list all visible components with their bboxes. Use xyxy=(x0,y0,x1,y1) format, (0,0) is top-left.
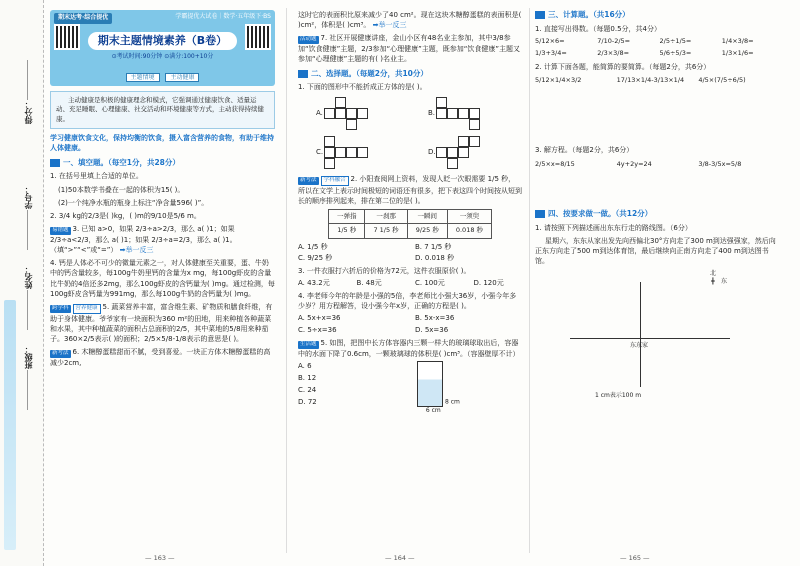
question-tag: 生活题 xyxy=(300,340,317,347)
practice-link[interactable]: ➡举一反三 xyxy=(372,21,407,30)
question-text: 这时它的表面积比原来减少了40 cm²。现在这块木糖醇蛋糕的表面积是( )cm²，体积是( )cm³。 xyxy=(298,11,522,30)
page-164 xyxy=(298,10,522,550)
option-label: C. xyxy=(316,147,324,156)
option-label: D. xyxy=(428,147,436,156)
question-1: 1. 在括号里填上合适的单位。 xyxy=(50,172,143,181)
score-line xyxy=(27,60,28,100)
question-3 xyxy=(50,224,275,255)
option[interactable]: C. 9/25 秒 xyxy=(298,253,333,262)
question-tag: 新考法 xyxy=(300,176,317,183)
question-choice-3: 3. 一件衣服打六折后的价格为72元，这件衣服原价( )。 xyxy=(298,266,471,275)
section-fill-blank xyxy=(50,158,275,169)
table-cell: 1/5 秒 xyxy=(328,224,365,238)
equation-item: 4y+2y=24 xyxy=(616,159,652,168)
calc-item: 2/5÷1/5= xyxy=(659,37,692,46)
calc-question-2: 2. 计算下面各题，能简算的要简算。（每题2分，共6分） xyxy=(535,62,711,71)
calc-question-1: 1. 直接写出得数。（每题0.5分，共4分） xyxy=(535,24,661,33)
option[interactable]: C. 24 xyxy=(298,386,317,395)
exam-subject: 学霸提优大试卷｜数学·五年级下·BS xyxy=(175,13,271,20)
practice-question-1: 1. 请按照下列描述画出东东行走的路线图。（6分） xyxy=(535,223,692,232)
question-tag: 活动题 xyxy=(300,36,317,43)
table-header: 一弹指 xyxy=(328,209,365,223)
net-figure-a xyxy=(316,96,384,132)
practice-description: 星期六，东东从家出发先向西偏北30°方向走了300 m到达强强家，然后向正东方向走了500 m到达体育馆，最后继续向正南方向走了400 m到达图书馆。 xyxy=(535,237,776,266)
question-tag: 新考法 xyxy=(52,350,69,357)
section-marker-icon xyxy=(535,210,545,218)
question-text: 7. 社区开展健康讲座，金山小区有48名业主参加，其中3/8参加“饮食健康”主题，2/3参加“心理健康”主题，既参加“饮食健康”主题又参加“心理健康”主题的有( )名业主。 xyxy=(298,34,521,64)
net-figure-c xyxy=(316,135,384,171)
option[interactable]: D. 5x=36 xyxy=(415,325,449,334)
section-marker-icon xyxy=(298,70,308,78)
student-id-line xyxy=(27,210,28,250)
option[interactable]: B. 48元 xyxy=(356,279,382,288)
question-tag: 营养健康 xyxy=(73,304,101,314)
class-label: 班级： xyxy=(24,345,33,369)
route-map xyxy=(535,270,780,400)
time-words-table xyxy=(328,209,492,239)
options-choice-4 xyxy=(298,313,522,334)
question-6 xyxy=(50,347,275,368)
question-tag: 跨学科 xyxy=(52,304,69,311)
options-choice-3 xyxy=(298,278,522,288)
section-choice xyxy=(298,69,522,80)
calc-item: 7/10-2/5= xyxy=(597,37,631,46)
decorative-stripe xyxy=(4,300,16,550)
calc-item: 5/12×1/4×3/2 xyxy=(535,76,582,84)
section-title: 三、计算题。（共16分） xyxy=(548,10,630,19)
net-figure-d xyxy=(428,135,496,171)
question-choice-2 xyxy=(298,174,522,206)
highlight-text: 学习健康饮食文化，保持均衡的饮食，摄入富含营养的食物，有助于维持人体健康。 xyxy=(50,134,274,153)
option[interactable]: B. 7 1/5 秒 xyxy=(415,242,452,251)
name-line xyxy=(27,290,28,330)
page-163 xyxy=(50,10,275,550)
question-7 xyxy=(298,33,522,64)
figure-height-label: 8 cm xyxy=(444,398,460,406)
question-tag: 学科融合 xyxy=(321,176,349,186)
theme-label: 主题情境 xyxy=(126,73,160,82)
table-cell: 9/25 秒 xyxy=(407,224,447,238)
qr-code-icon xyxy=(245,24,271,50)
equation-item: 3/8-3/5x=5/8 xyxy=(698,159,742,168)
calc-item: 4/5×(7/5÷6/5) xyxy=(698,76,746,84)
section-marker-icon xyxy=(50,159,60,167)
equation-item: 2/5×x=8/15 xyxy=(535,159,575,168)
figure-width-label: 6 cm xyxy=(425,406,441,414)
options-choice-5 xyxy=(298,361,317,416)
question-text: 3. 已知 a>0，如果 2/3÷a>2/3，那么 a( )1；如果 2/3÷a<2/3，那么 a( )1；如果 2/3÷a=2/3，那么 a( )1。（填“>”“<”或“=”） xyxy=(50,224,237,255)
table-header: 一瞬间 xyxy=(407,209,447,223)
question-text: 5. 如图，把图中长方体容器内三颗一样大的玻璃球取出后，容器中的水面下降了0.6cm，一颗玻璃球的体积是( )cm³。（容器壁厚不计） xyxy=(298,338,520,358)
map-vertical-axis xyxy=(640,282,641,387)
class-line xyxy=(27,370,28,410)
question-4: 4. 钙是人体必不可少的微量元素之一，对人体健康至关重要，蛋、牛奶中的钙含量较多，每100g牛奶里钙的含量为x mg，每100g虾皮的含量比牛奶的4倍还多2mg，那么100g虾皮的含钙量为( )mg。通过检测，每100g虾皮含钙量为991mg，那么每100g牛奶的含钙量为( )mg。 xyxy=(50,259,275,298)
calc-item: 1/3+3/4= xyxy=(535,49,567,58)
theme-value: 主动健康 xyxy=(165,73,199,82)
exam-title: 期末主题情境素养（B卷） xyxy=(88,32,237,50)
section-title: 二、选择题。（每题2分，共10分） xyxy=(311,68,428,78)
choice-5-body xyxy=(298,361,522,416)
question-6-continued xyxy=(298,10,522,30)
options-choice-2 xyxy=(298,242,522,263)
east-label: 东 xyxy=(721,278,728,286)
option[interactable]: D. 120元 xyxy=(473,279,504,288)
calc-question-3: 3. 解方程。（每题2分，共6分） xyxy=(535,146,634,155)
compass-icon: ╋ xyxy=(711,278,715,286)
page-165 xyxy=(535,10,780,550)
calc-item: 1/3×1/6= xyxy=(721,49,754,58)
section-title: 一、填空题。（每空1分，共28分） xyxy=(63,157,180,167)
column-divider xyxy=(286,8,287,553)
option[interactable]: C. 100元 xyxy=(415,279,445,288)
question-text: 5. 蔬菜营养丰富，富含维生素、矿物质和膳食纤维，有助于身体健康。爷爷家有一块面积为360 m²的田地，用来种植各种蔬菜和水果，其中种植蔬菜的面积占总面积的2/5，其中菜地的5/8用来种茄子。360×2/5表示( )的面积；2/5×5/8-1/8表示的意思是( )。 xyxy=(50,302,273,344)
column-divider xyxy=(529,8,530,553)
option[interactable]: D. 0.018 秒 xyxy=(415,253,455,262)
oral-calc-grid xyxy=(535,37,780,59)
option-label: B. xyxy=(428,108,436,117)
north-label: 北 xyxy=(710,270,717,278)
table-cell: 7 1/5 秒 xyxy=(365,224,407,238)
section-title: 四、按要求做一做。（共12分） xyxy=(548,208,653,218)
calc-item: 2/3×3/8= xyxy=(597,49,630,58)
intro-paragraph: 主动健康是积极的健康理念和模式，它强调通过健康饮食、适量运动、充足睡眠、心理健康、社交活动和环境健康等方式，主动获得持续健康。 xyxy=(50,91,275,129)
qr-code-icon xyxy=(54,24,80,50)
exam-tag: 期末达考·综合提优 xyxy=(54,13,112,24)
option[interactable]: A. 6 xyxy=(298,361,312,370)
question-text: 2. 小阳查阅网上资料，发现人眨一次眼需要 1/5 秒，所以在文学上表示时间极短的词语还有很多，把下表这四个时间按从短到长的顺序排列起来，排在第二位的是( )。 xyxy=(298,174,522,205)
home-label: 东东家 xyxy=(630,342,649,350)
question-text: 6. 木糖醇蛋糕甜而不腻，受到喜爱。一块正方体木糖醇蛋糕的高减少2cm, xyxy=(50,348,271,368)
question-choice-4: 4. 李老师今年的年龄是小强的5倍，李老师比小强大36岁，小强今年多少岁？用方程解答，设小强今年x岁，正确的方程是( )。 xyxy=(298,292,517,311)
theme-row xyxy=(50,74,275,83)
option-label: A. xyxy=(316,108,323,117)
binding-strip xyxy=(0,0,44,566)
option[interactable]: C. 5÷x=36 xyxy=(298,325,337,334)
page-number: — 164 — xyxy=(385,553,415,562)
table-cell: 0.018 秒 xyxy=(447,224,491,238)
exam-meta: ⊙考试时间:90分钟 ⊙满分:100+10分 xyxy=(111,52,214,60)
equation-row xyxy=(535,160,780,169)
section-marker-icon xyxy=(535,11,545,19)
map-scale: 1 cm表示100 m xyxy=(595,391,642,399)
question-1b: (2)一个纯净水瓶的瓶身上标注“净含量596( )”。 xyxy=(58,198,209,207)
page-number: — 165 — xyxy=(620,553,650,562)
question-2: 2. 3/4 kg的2/3是( )kg，( )m的9/10是5/6 m。 xyxy=(50,211,201,220)
name-label: 姓名： xyxy=(24,265,33,289)
page-number: — 163 — xyxy=(145,553,175,562)
question-choice-1: 1. 下面的图形中不能折成正方体的是( )。 xyxy=(298,83,427,92)
option[interactable]: A. 1/5 秒 xyxy=(298,242,328,251)
net-figure-b xyxy=(428,96,496,132)
question-choice-5 xyxy=(298,338,522,359)
container-figure xyxy=(407,361,460,416)
net-figures xyxy=(298,135,522,171)
question-5 xyxy=(50,302,275,344)
table-header: 一须臾 xyxy=(447,209,491,223)
simplify-calc-row xyxy=(535,76,780,85)
option[interactable]: D. 72 xyxy=(298,398,317,407)
map-horizontal-axis xyxy=(570,338,730,339)
option[interactable]: A. 5x+x=36 xyxy=(298,314,341,323)
calc-item: 5/12×6= xyxy=(535,37,565,46)
cuboid-container-figure xyxy=(417,361,443,407)
calc-item: 1/4×3/8= xyxy=(721,37,754,46)
student-id-label: 学号： xyxy=(24,185,33,209)
practice-link[interactable]: ➡举一反三 xyxy=(119,246,154,255)
calc-item: 17/13×1/4-3/13×1/4 xyxy=(616,76,685,84)
question-1a: (1)50本数学书叠在一起的体积为15( )。 xyxy=(58,185,185,194)
score-label: 得分： xyxy=(24,100,33,124)
net-figures xyxy=(298,96,522,132)
section-calculation xyxy=(535,10,780,21)
question-tag: 易错题 xyxy=(52,226,69,233)
option[interactable]: A. 43.2元 xyxy=(298,279,330,288)
option[interactable]: B. 12 xyxy=(298,374,317,383)
section-practice xyxy=(535,209,780,220)
option[interactable]: B. 5x-x=36 xyxy=(415,314,455,323)
calc-item: 5/6÷5/3= xyxy=(659,49,692,58)
exam-header xyxy=(50,10,275,86)
table-header: 一刹那 xyxy=(365,209,407,223)
